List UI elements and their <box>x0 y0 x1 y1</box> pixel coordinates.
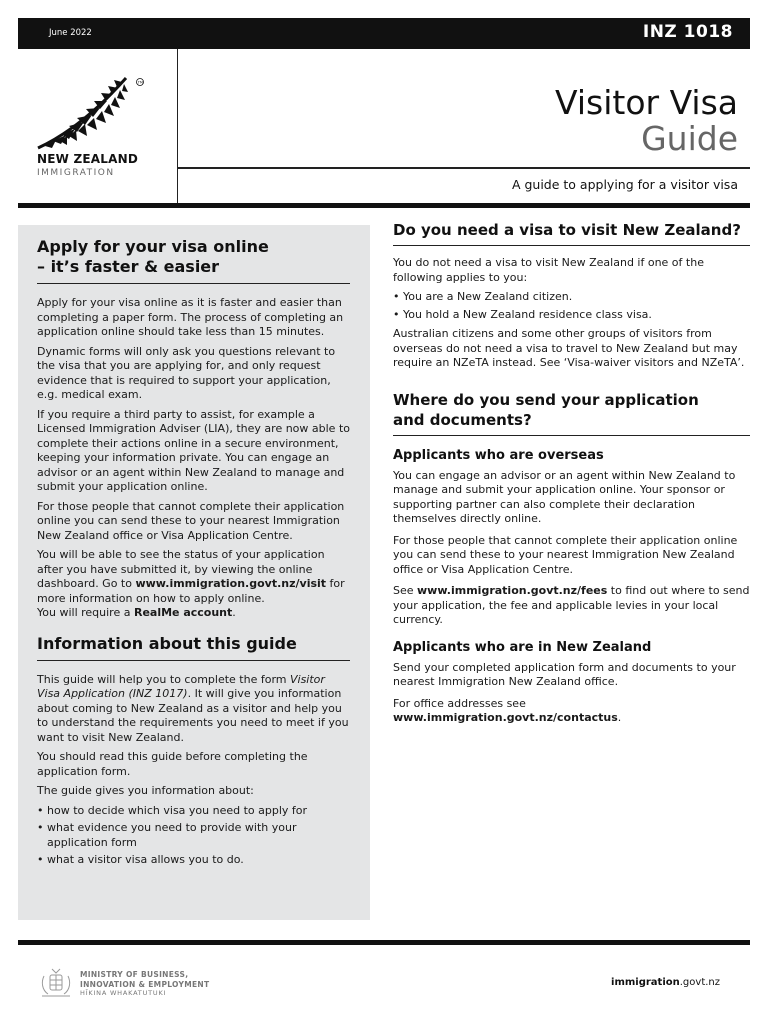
page-tagline: A guide to applying for a visitor visa <box>511 177 738 192</box>
subheading-overseas: Applicants who are overseas <box>393 447 604 463</box>
mbie-wordmark <box>80 970 209 999</box>
footer-website-link[interactable]: immigration.govt.nz <box>611 977 720 988</box>
title-divider <box>177 167 750 169</box>
header-divider <box>177 49 178 208</box>
main-paragraph: Send your completed application form and documents to your nearest Immigration New Zealand office. <box>393 660 736 688</box>
sidebar-paragraph: The guide gives you information about: <box>37 784 254 797</box>
mbie-line: INNOVATION & EMPLOYMENT <box>80 979 210 989</box>
sidebar-paragraph: You will require a RealMe account. <box>37 606 236 619</box>
trademark-mark: TM <box>137 80 143 85</box>
sidebar-panel <box>18 225 370 920</box>
section-heading-send-application <box>393 390 750 436</box>
main-paragraph: See www.immigration.govt.nz/fees to find out where to send your application, the fee and applicable levies in your local currency. <box>393 584 750 626</box>
sidebar-heading-guide-info: Information about this guide <box>37 634 350 661</box>
sidebar-heading-line: Apply for your visa online <box>37 237 269 256</box>
section-heading-line: and documents? <box>393 410 532 429</box>
sidebar-heading-online <box>37 237 350 284</box>
brand-name: NEW ZEALAND <box>37 152 138 166</box>
form-code: INZ 1018 <box>642 22 733 42</box>
header-bar <box>18 18 750 49</box>
visit-link[interactable]: www.immigration.govt.nz/visit <box>135 577 327 590</box>
page-subtitle: Guide <box>641 119 738 158</box>
coat-of-arms-icon <box>38 966 74 1000</box>
main-paragraph: For those people that cannot complete their application online you can send these to your nearest Immigration New Zealand office or Visa Application Centre. <box>393 533 738 576</box>
form-name: Visitor Visa Application (INZ 1017) <box>37 672 325 700</box>
subheading-in-nz: Applicants who are in New Zealand <box>393 639 652 655</box>
list-item: • You are a New Zealand citizen. <box>393 290 750 305</box>
sidebar-paragraph: You will be able to see the status of your application after you have submitted it, by viewing the online dashboard. Go to www.immigration.govt.nz/visit for more information on how to apply online. <box>37 548 345 605</box>
list-item: • what a visitor visa allows you to do. <box>37 853 350 868</box>
section-heading-line: Where do you send your application <box>393 390 699 409</box>
fees-link[interactable]: www.immigration.govt.nz/fees <box>417 584 608 597</box>
main-paragraph: You do not need a visa to visit New Zealand if one of the following applies to you: <box>393 256 704 284</box>
page-title: Visitor Visa <box>555 83 738 122</box>
list-item: • You hold a New Zealand residence class visa. <box>393 308 750 323</box>
main-paragraph: For office addresses see www.immigration.govt.nz/contactus. <box>393 696 622 724</box>
main-column <box>393 220 750 731</box>
section-heading-need-visa: Do you need a visa to visit New Zealand? <box>393 220 750 246</box>
list-item: • how to decide which visa you need to apply for <box>37 804 350 819</box>
realme-account-text: RealMe account <box>133 606 233 619</box>
sidebar-paragraph: Dynamic forms will only ask you questions relevant to the visa that you are applying for, and only request evidence that is required to support your application, e.g. medical exam. <box>37 344 336 401</box>
sidebar-paragraph: You should read this guide before completing the application form. <box>37 750 308 778</box>
header-rule <box>18 203 750 208</box>
mbie-maori-line: HĪKINA WHAKATUTUKI <box>80 989 167 997</box>
brand-subname: IMMIGRATION <box>37 168 115 178</box>
sidebar-paragraph: For those people that cannot complete their application online you can send these to your nearest Immigration New Zealand office or Visa Application Centre. <box>37 499 345 542</box>
publication-date: June 2022 <box>49 28 92 38</box>
footer-rule <box>18 940 750 945</box>
sidebar-paragraph: If you require a third party to assist, for example a Licensed Immigration Adviser (LIA), they are now able to complete their actions online in a secure environment, keeping your information private. You can engage an advisor or an agent within New Zealand to manage and submit your application online. <box>37 407 350 493</box>
sidebar-paragraph: This guide will help you to complete the form Visitor Visa Application (INZ 1017). It will give you information about coming to New Zealand as a visitor and help you to understand the requirements you need to meet if you want to visit New Zealand. <box>37 672 349 744</box>
sidebar-paragraph: Apply for your visa online as it is faster and easier than completing a paper form. The process of completing an application online should take less than 15 minutes. <box>37 296 344 338</box>
list-item: • what evidence you need to provide with your application form <box>37 821 350 850</box>
contactus-link[interactable]: www.immigration.govt.nz/contactus <box>393 711 618 724</box>
main-paragraph: Australian citizens and some other groups of visitors from overseas do not need a visa to travel to New Zealand but may require an NZeTA instead. See ‘Visa-waiver visitors and NZeTA’. <box>393 327 745 369</box>
main-paragraph: You can engage an advisor or an agent within New Zealand to manage and submit your application online. Your sponsor or supporting partner can also complete their declaration themselves directly online. <box>393 468 736 525</box>
mbie-line: MINISTRY OF BUSINESS, <box>80 970 189 979</box>
sidebar-heading-line: – it’s faster & easier <box>37 257 220 276</box>
